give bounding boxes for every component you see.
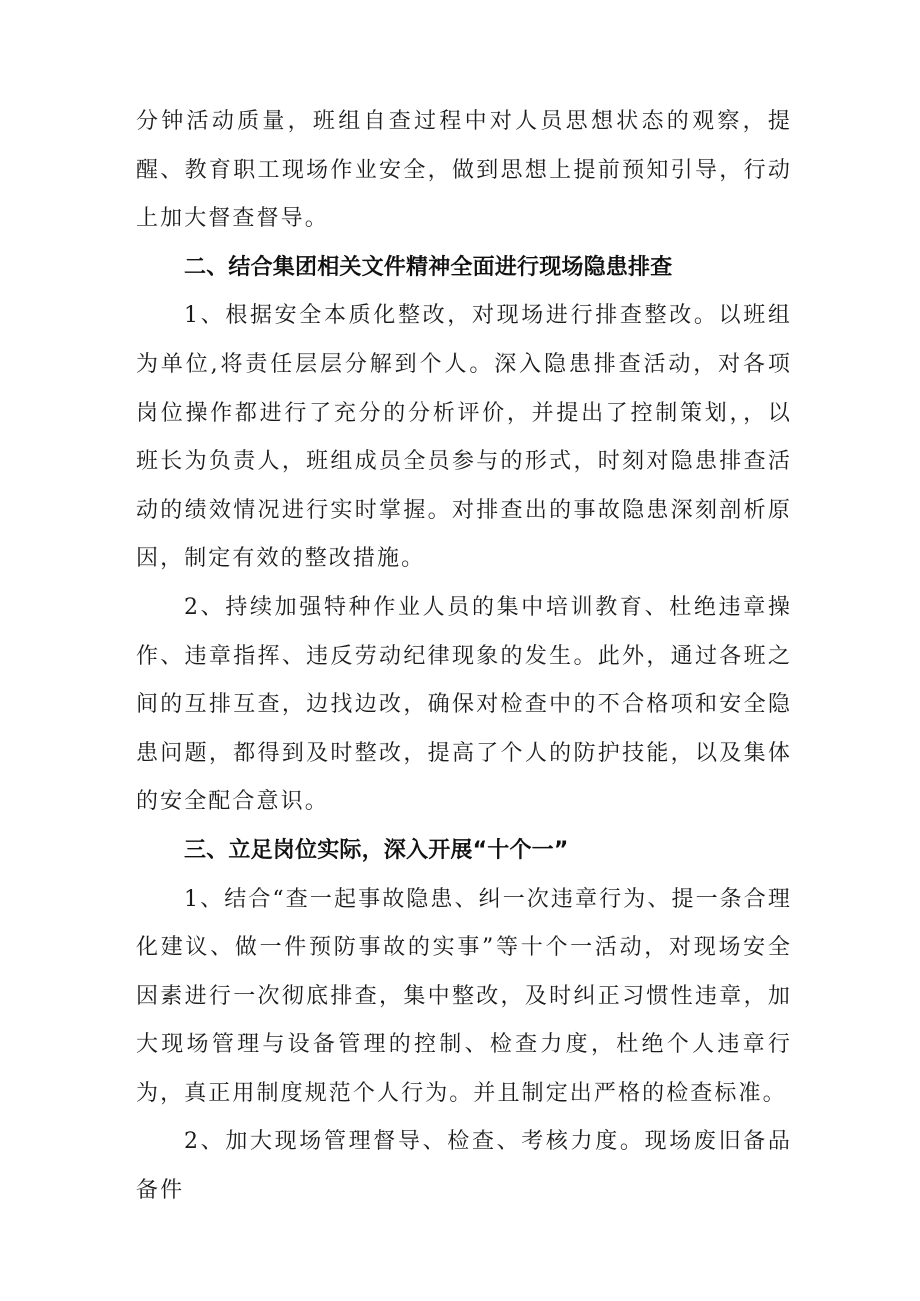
section-heading-2: 二、结合集团相关文件精神全面进行现场隐患排查 [184,254,673,280]
section-heading-3: 三、立足岗位实际，深入开展“十个一” [184,837,569,863]
paragraph-item-2-1: 1、根据安全本质化整改，对现场进行排查整改。以班组为单位,将责任层层分解到个人。深入隐患排查活动，对各项岗位操作都进行了充分的分析评价，并提出了控制策划，，以班长为负责人，班组成员全员参与的形式，时刻对隐患排查活动的绩效情况进行实时掌握。对排查出的事故隐患深刻剖析原因，制定有效的整改措施。 [136,303,792,572]
document-page [136,98,792,1216]
paragraph-item-2-2: 2、持续加强特种作业人员的集中培训教育、杜绝违章操作、违章指挥、违反劳动纪律现象的发生。此外，通过各班之间的互排互查，边找边改，确保对检查中的不合格项和安全隐患问题，都得到及时整改，提高了个人的防护技能，以及集体的安全配合意识。 [136,594,792,815]
paragraph-item-3-2: 2、加大现场管理督导、检查、考核力度。现场废旧备品备件 [136,1129,792,1204]
paragraph-continuation: 分钟活动质量，班组自查过程中对人员思想状态的观察，提醒、教育职工现场作业安全，做到思想上提前预知引导，行动上加大督查督导。 [136,109,792,232]
paragraph-item-3-1: 1、结合“查一起事故隐患、纠一次违章行为、提一条合理化建议、做一件预防事故的实事”等十个一活动，对现场安全因素进行一次彻底排查，集中整改，及时纠正习惯性违章，加大现场管理与设备管理的控制、检查力度，杜绝个人违章行为，真正用制度规范个人行为。并且制定出严格的检查标准。 [136,886,792,1106]
